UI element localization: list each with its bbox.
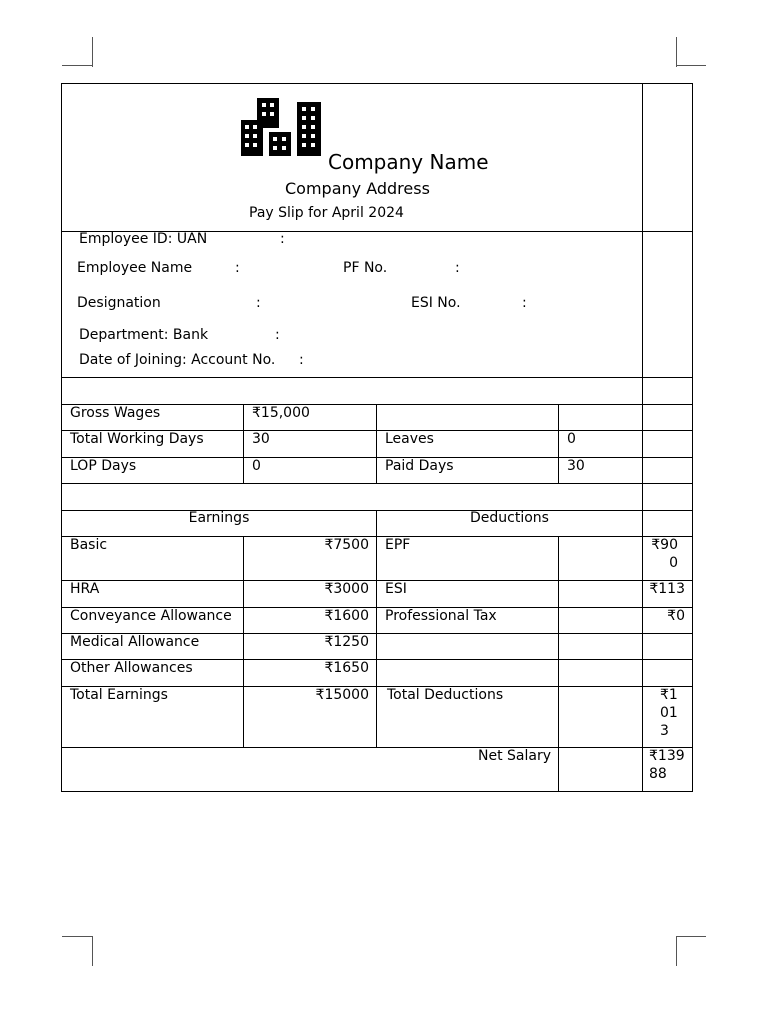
employee-name-colon: : (235, 260, 240, 276)
net-salary-label: Net Salary (477, 748, 551, 764)
total-deductions-value: ₹1013 (660, 687, 678, 739)
company-logo (241, 98, 321, 160)
company-name: Company Name (328, 150, 489, 174)
basic-value: ₹7500 (324, 537, 369, 553)
lop-days-label: LOP Days (70, 458, 137, 474)
conveyance-allowance-label: Conveyance Allowance (70, 608, 232, 624)
gross-wages-label: Gross Wages (70, 405, 161, 421)
leaves-label: Leaves (385, 431, 434, 447)
other-allowances-label: Other Allowances (70, 660, 193, 676)
esi-no-colon: : (522, 295, 527, 311)
lop-days-value: 0 (252, 458, 261, 474)
medical-allowance-label: Medical Allowance (70, 634, 200, 650)
date-of-joining-label: Date of Joining: Account No. (79, 352, 276, 368)
employee-id-label: Employee ID: UAN (79, 231, 208, 247)
total-earnings-value: ₹15000 (315, 687, 369, 703)
leaves-value: 0 (567, 431, 576, 447)
esi-no-label: ESI No. (411, 295, 461, 311)
epf-value: ₹900 (651, 537, 678, 571)
department-label: Department: Bank (79, 327, 209, 343)
total-working-days-value: 30 (252, 431, 270, 447)
department-colon: : (275, 327, 280, 343)
total-working-days-label: Total Working Days (70, 431, 204, 447)
total-deductions-label: Total Deductions (387, 687, 504, 703)
hra-label: HRA (70, 581, 100, 597)
professional-tax-value: ₹0 (667, 608, 685, 624)
esi-value: ₹113 (649, 581, 685, 597)
designation-label: Designation (77, 295, 161, 311)
deductions-header: Deductions (470, 510, 549, 526)
esi-label: ESI (385, 581, 407, 597)
medical-allowance-value: ₹1250 (324, 634, 369, 650)
paid-days-label: Paid Days (385, 458, 454, 474)
employee-id-colon: : (280, 231, 285, 247)
epf-label: EPF (385, 537, 411, 553)
paid-days-value: 30 (567, 458, 585, 474)
date-of-joining-colon: : (299, 352, 304, 368)
conveyance-allowance-value: ₹1600 (324, 608, 369, 624)
basic-label: Basic (70, 537, 108, 553)
buildings-icon (241, 98, 321, 156)
net-salary-value: ₹13988 (649, 748, 685, 782)
pay-slip-title: Pay Slip for April 2024 (249, 205, 404, 221)
employee-name-label: Employee Name (77, 260, 193, 276)
total-earnings-label: Total Earnings (70, 687, 168, 703)
professional-tax-label: Professional Tax (385, 608, 497, 624)
other-allowances-value: ₹1650 (324, 660, 369, 676)
pf-no-label: PF No. (343, 260, 388, 276)
designation-colon: : (256, 295, 261, 311)
hra-value: ₹3000 (324, 581, 369, 597)
company-address: Company Address (285, 179, 430, 198)
earnings-header: Earnings (188, 510, 250, 526)
pf-no-colon: : (455, 260, 460, 276)
gross-wages-value: ₹15,000 (252, 405, 310, 421)
